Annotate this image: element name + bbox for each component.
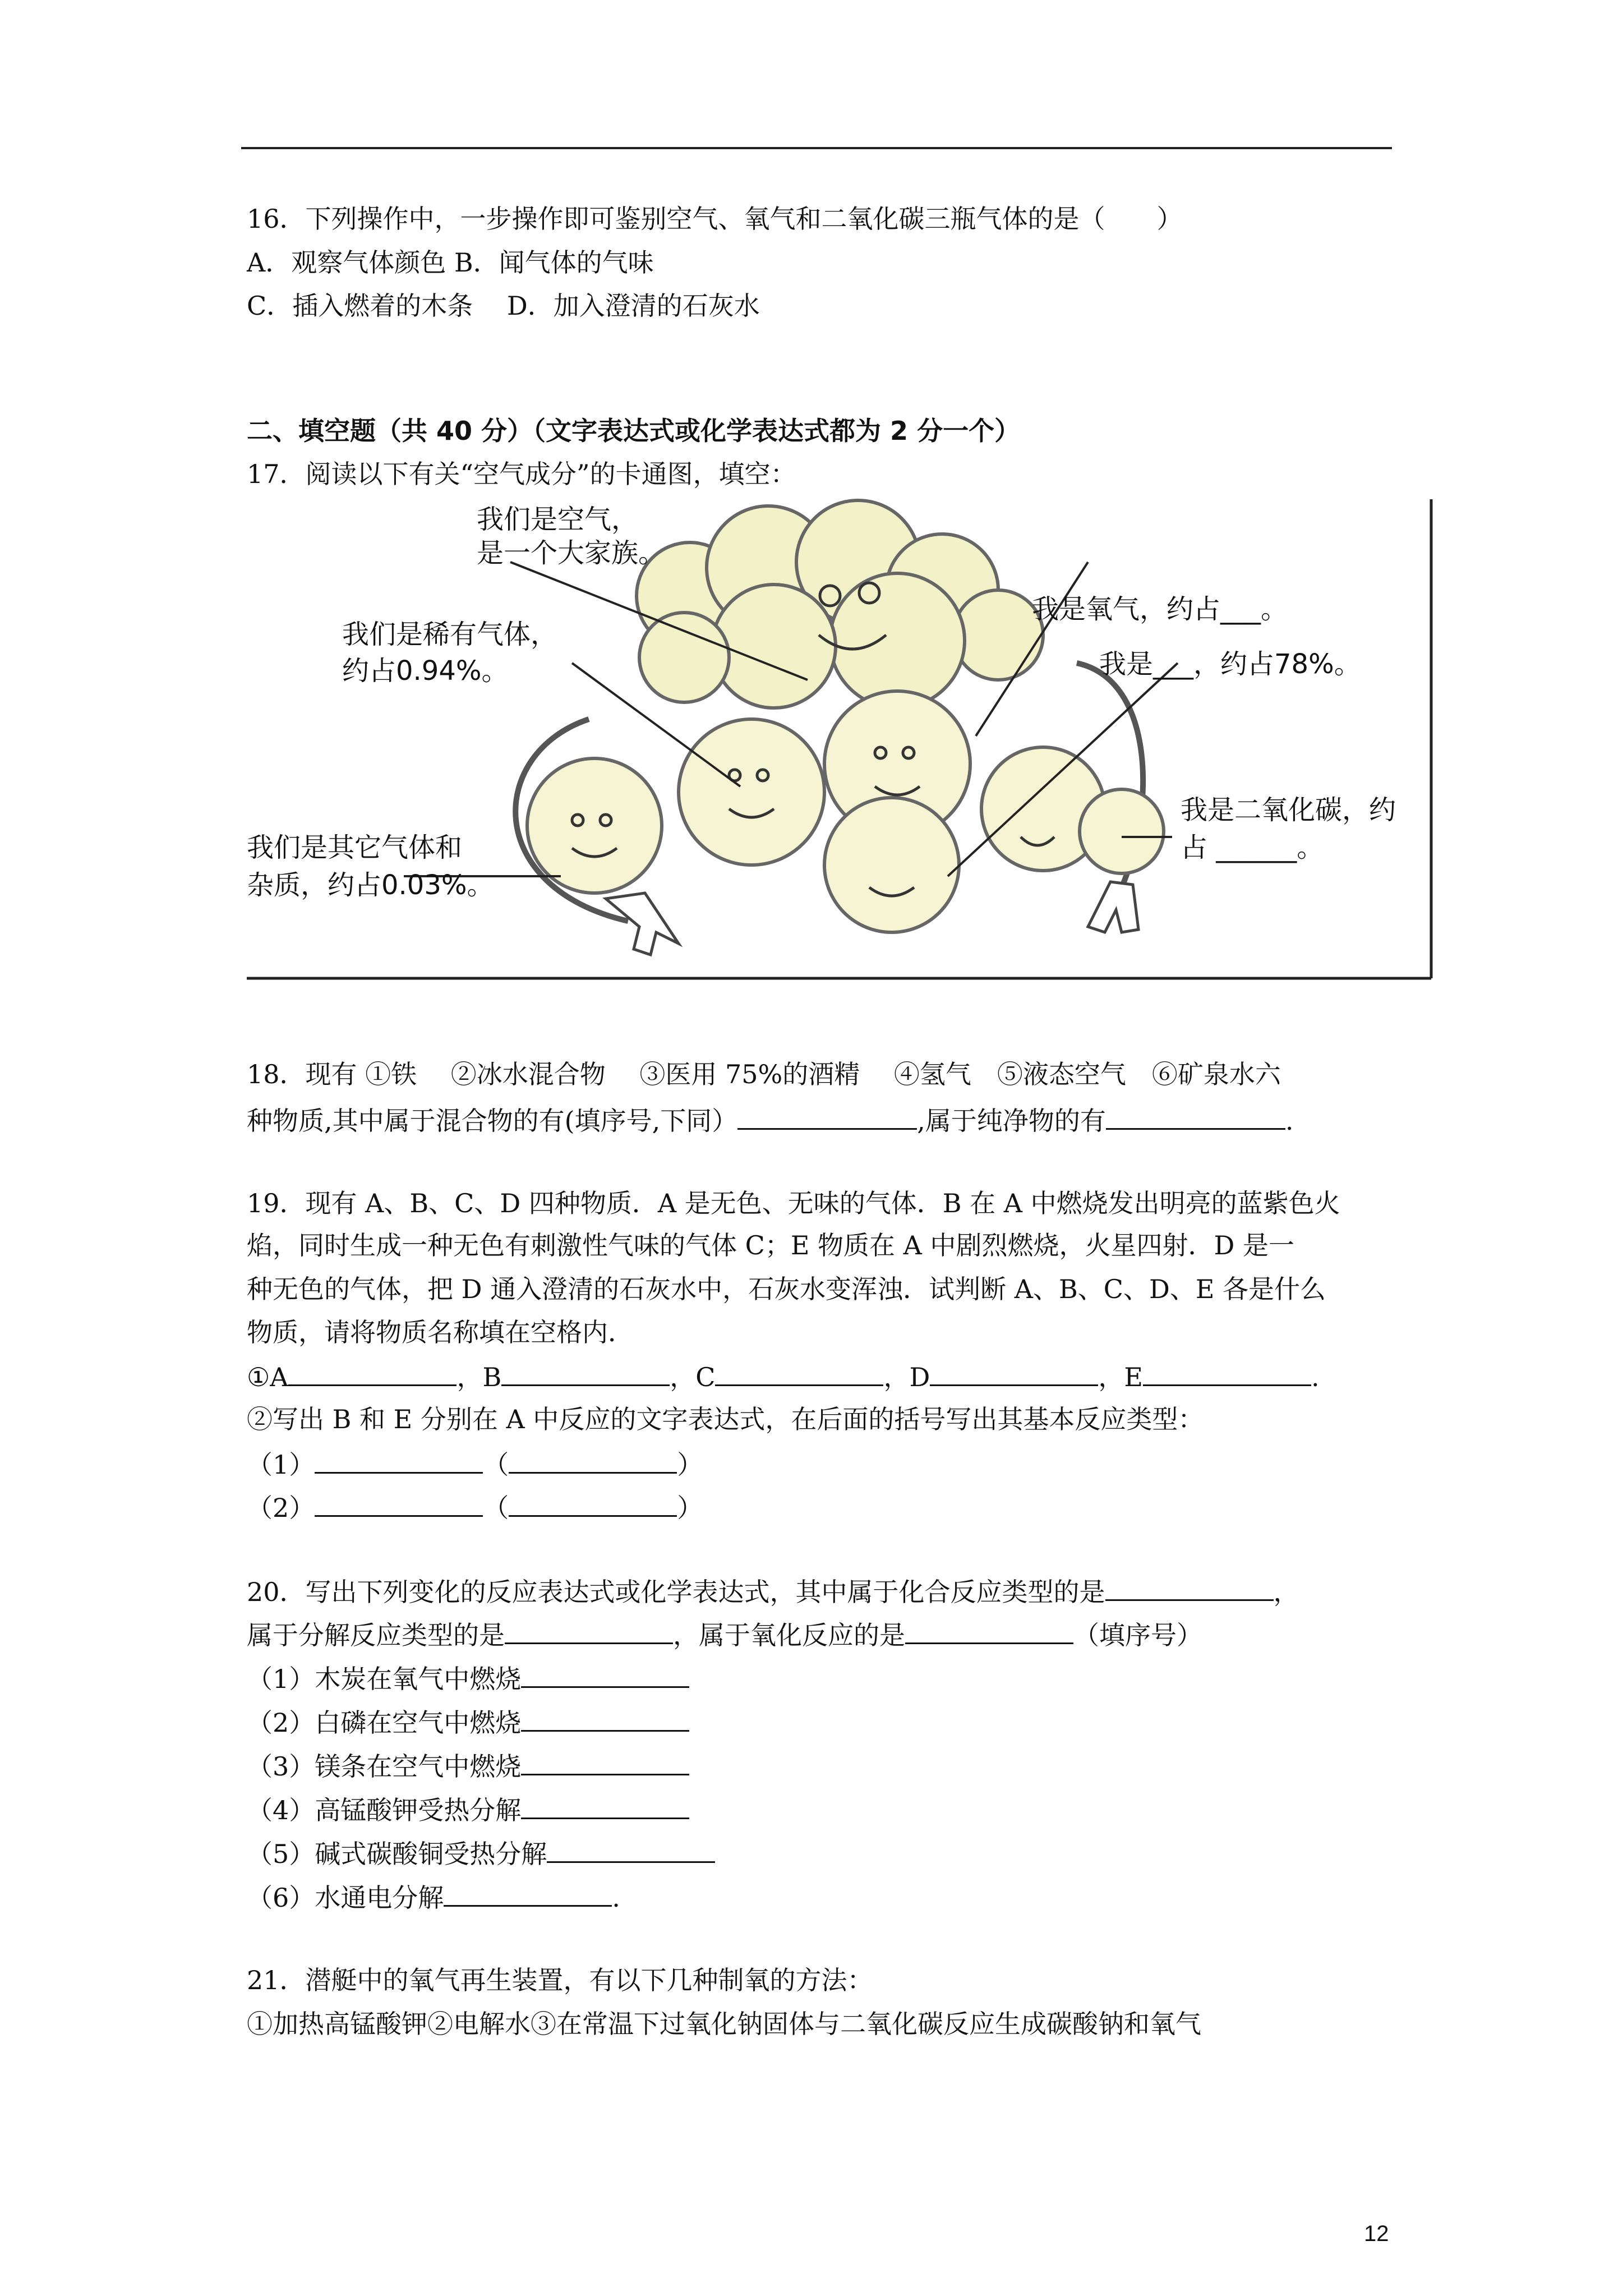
q20-line1-text: 20．写出下列变化的反应表达式或化学表达式，其中属于化合反应类型的是 xyxy=(247,1577,1105,1607)
q20-blank-oxidation[interactable] xyxy=(905,1617,1073,1644)
q19-blank-c[interactable] xyxy=(715,1359,883,1386)
q19-sub1-paren-open: （ xyxy=(483,1450,509,1480)
q20-item-2-blank[interactable] xyxy=(521,1704,689,1732)
q20-line2-text-c: （填序号） xyxy=(1073,1620,1202,1650)
q18-text-b: ,属于纯净物的有 xyxy=(917,1106,1106,1136)
q19-sub2-label: （2） xyxy=(247,1493,315,1523)
q17-stem: 17．阅读以下有关“空气成分”的卡通图，填空： xyxy=(247,459,796,489)
q19-sub2-blank-expression[interactable] xyxy=(315,1489,483,1517)
air-composition-cartoon xyxy=(247,495,1436,983)
cartoon-rare-line2: 约占0.94%。 xyxy=(342,655,509,687)
q20-item-3-text: （3）镁条在空气中燃烧 xyxy=(247,1751,522,1782)
q18-blank-mixture[interactable] xyxy=(737,1102,917,1130)
air-cloud xyxy=(637,500,1043,708)
q20-item-1 xyxy=(247,1660,689,1696)
q19-sub2-paren-close: ） xyxy=(677,1493,703,1523)
page-number: 12 xyxy=(1364,2221,1389,2246)
q19-blank-e[interactable] xyxy=(1143,1359,1311,1386)
q19-label-b: ，B xyxy=(457,1362,502,1392)
q20-line2-text-a: 属于分解反应类型的是 xyxy=(247,1620,505,1650)
q20-item-2-text: （2）白磷在空气中燃烧 xyxy=(247,1708,522,1738)
q20-item-5 xyxy=(247,1835,715,1871)
q19-sub2-blank-type[interactable] xyxy=(509,1489,677,1517)
q19-sub2 xyxy=(247,1489,703,1525)
header-rule xyxy=(241,147,1392,149)
q19-sub1-paren-close: ） xyxy=(677,1450,703,1480)
cartoon-svg xyxy=(247,495,1436,983)
q19-sub2-paren-open: （ xyxy=(483,1493,509,1523)
q20-item-2 xyxy=(247,1704,689,1740)
q18-text-c: . xyxy=(1285,1106,1294,1136)
q19-sub1-blank-expression[interactable] xyxy=(315,1446,483,1474)
q19-line4: 物质，请将物质名称填在空格内． xyxy=(247,1317,634,1347)
q20-item-6-text: （6）水通电分解 xyxy=(247,1883,444,1913)
q19-label-c: ，C xyxy=(670,1362,716,1392)
q20-blank-decomposition[interactable] xyxy=(505,1617,673,1644)
q20-item-5-blank[interactable] xyxy=(547,1835,715,1863)
q19-blank-d[interactable] xyxy=(930,1359,1098,1386)
q20-line1 xyxy=(247,1573,1299,1609)
q20-item-1-blank[interactable] xyxy=(521,1660,689,1688)
q20-item-1-text: （1）木炭在氧气中燃烧 xyxy=(247,1664,522,1694)
cartoon-nitrogen: 我是___，约占78%。 xyxy=(1099,648,1361,680)
q19-sub1-label: （1） xyxy=(247,1450,315,1480)
q21-line1: 21．潜艇中的氧气再生装置，有以下几种制氧的方法： xyxy=(247,1965,873,1995)
cartoon-rare-line1: 我们是稀有气体， xyxy=(342,619,558,650)
q18-line1: 18．现有 ①铁 ②冰水混合物 ③医用 75%的酒精 ④氢气 ⑤液态空气 ⑥矿泉水六 xyxy=(247,1059,1281,1089)
q18-blank-pure[interactable] xyxy=(1106,1102,1285,1130)
q20-line1-end: ， xyxy=(1273,1577,1299,1607)
q19-line3: 种无色的气体，把 D 通入澄清的石灰水中，石灰水变浑浊．试判断 A、B、C、D、E 各是什么 xyxy=(247,1274,1326,1304)
cartoon-air-line1: 我们是空气， xyxy=(477,504,639,535)
q16-options-ab: A．观察气体颜色 B．闻气体的气味 xyxy=(247,247,654,278)
q19-sub1-blank-type[interactable] xyxy=(509,1446,677,1474)
q20-line2 xyxy=(247,1617,1202,1652)
cartoon-air-line2: 是一个大家族。 xyxy=(477,537,666,569)
q19-line1: 19．现有 A、B、C、D 四种物质．A 是无色、无味的气体．B 在 A 中燃烧发出明亮的蓝紫色火 xyxy=(247,1188,1340,1218)
q20-item-6 xyxy=(247,1879,620,1915)
cartoon-other-line1: 我们是其它气体和 xyxy=(247,832,463,863)
q21-line2: ①加热高锰酸钾②电解水③在常温下过氧化钠固体与二氧化碳反应生成碳酸钠和氧气 xyxy=(247,2009,1201,2039)
q19-sub1 xyxy=(247,1446,703,1481)
q16-options-cd: C．插入燃着的木条 D．加入澄清的石灰水 xyxy=(247,291,760,321)
q20-blank-combination[interactable] xyxy=(1105,1573,1274,1601)
q19-part2: ②写出 B 和 E 分别在 A 中反应的文字表达式，在后面的括号写出其基本反应类型： xyxy=(247,1404,1204,1434)
cartoon-oxygen: 我是氧气，约占___。 xyxy=(1032,593,1288,625)
q19-fill-row xyxy=(247,1359,1320,1394)
q19-blank-a[interactable] xyxy=(288,1359,457,1386)
q19-label-e: ，E xyxy=(1098,1362,1143,1392)
q20-item-4-blank[interactable] xyxy=(521,1792,689,1819)
q19-blank-b[interactable] xyxy=(501,1359,670,1386)
q20-item-6-end: . xyxy=(612,1883,620,1913)
cartoon-co2-line2: 占 ______。 xyxy=(1181,832,1324,863)
q19-label-d: ，D xyxy=(883,1362,930,1392)
cartoon-co2-line1: 我是二氧化碳，约 xyxy=(1181,794,1396,826)
q18-text-a: 种物质,其中属于混合物的有(填序号,下同） xyxy=(247,1106,738,1136)
section2-heading: 二、填空题（共 40 分）（文字表达式或化学表达式都为 2 分一个） xyxy=(247,416,1021,446)
q20-item-5-text: （5）碱式碳酸铜受热分解 xyxy=(247,1839,547,1869)
q20-item-4 xyxy=(247,1792,689,1827)
q19-fill-end: . xyxy=(1311,1362,1320,1392)
q18-line2 xyxy=(247,1102,1293,1138)
q20-item-6-blank[interactable] xyxy=(444,1879,612,1907)
q20-line2-text-b: ，属于氧化反应的是 xyxy=(673,1620,905,1650)
q19-line2: 焰，同时生成一种无色有刺激性气味的气体 C；E 物质在 A 中剧烈燃烧，火星四射．D 是一 xyxy=(247,1230,1294,1260)
q16-stem: 16．下列操作中，一步操作即可鉴别空气、氧气和二氧化碳三瓶气体的是（ ） xyxy=(247,204,1183,234)
q19-label-a: ①A xyxy=(247,1362,289,1392)
q20-item-4-text: （4）高锰酸钾受热分解 xyxy=(247,1795,522,1825)
q20-item-3 xyxy=(247,1748,689,1783)
cartoon-other-line2: 杂质，约占0.03%。 xyxy=(247,869,494,901)
q20-item-3-blank[interactable] xyxy=(521,1748,689,1775)
